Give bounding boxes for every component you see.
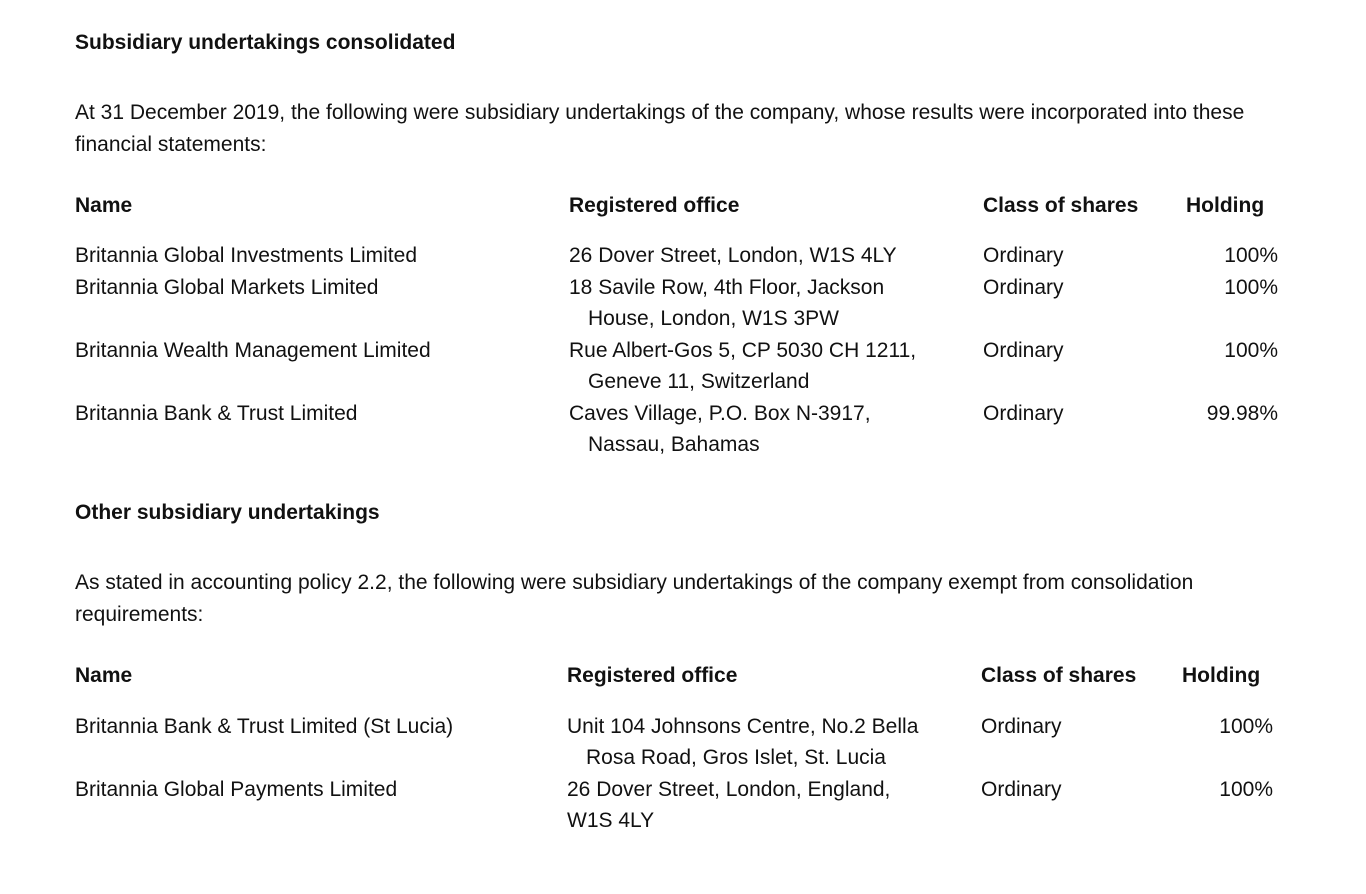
- table-row-class: Ordinary: [981, 778, 1062, 801]
- table-row-office: [569, 240, 897, 271]
- office-line-continued: W1S 4LY: [567, 809, 655, 832]
- office-line: Unit 104 Johnsons Centre, No.2 Bella: [567, 715, 919, 738]
- table-row-holding: 100%: [1219, 715, 1273, 738]
- column-header-class: Class of shares: [983, 194, 1139, 217]
- office-line-continued: Geneve 11, Switzerland: [588, 370, 810, 393]
- office-line: Caves Village, P.O. Box N-3917,: [569, 402, 871, 425]
- section2-heading: Other subsidiary undertakings: [75, 501, 380, 524]
- table-row-name: Britannia Global Payments Limited: [75, 778, 398, 801]
- table-row-class: Ordinary: [981, 715, 1062, 738]
- table-row-class: Ordinary: [983, 276, 1064, 299]
- section1-intro: At 31 December 2019, the following were subsidiary undertakings of the company, whose results were incorporated into these financial statements:: [75, 101, 1245, 156]
- table-row-name: Britannia Bank & Trust Limited (St Lucia): [75, 715, 454, 738]
- office-line: 18 Savile Row, 4th Floor, Jackson: [569, 276, 885, 299]
- table-row-office: [569, 398, 871, 460]
- table-row-class: Ordinary: [983, 244, 1064, 267]
- office-line-continued: Rosa Road, Gros Islet, St. Lucia: [586, 746, 886, 769]
- column-header-office: Registered office: [567, 664, 738, 687]
- table-row-office: [569, 272, 884, 334]
- column-header-office: Registered office: [569, 194, 740, 217]
- column-header-holding: Holding: [1186, 194, 1265, 217]
- table-row-office: [569, 335, 916, 397]
- office-line-continued: Nassau, Bahamas: [588, 433, 760, 456]
- office-line: 26 Dover Street, London, W1S 4LY: [569, 244, 897, 267]
- table-row-office: [567, 711, 918, 773]
- office-line: Rue Albert-Gos 5, CP 5030 CH 1211,: [569, 339, 917, 362]
- column-header-name: Name: [75, 194, 133, 217]
- table-row-class: Ordinary: [983, 339, 1064, 362]
- office-line-continued: House, London, W1S 3PW: [588, 307, 839, 330]
- table-row-name: Britannia Global Investments Limited: [75, 244, 417, 267]
- table-row-holding: 100%: [1219, 778, 1273, 801]
- table-row-holding: 99.98%: [1206, 402, 1278, 425]
- column-header-class: Class of shares: [981, 664, 1137, 687]
- table-row-holding: 100%: [1224, 244, 1278, 267]
- section1-heading: Subsidiary undertakings consolidated: [75, 31, 456, 54]
- section2-intro: As stated in accounting policy 2.2, the following were subsidiary undertakings of the company exempt from consolidation requirements:: [75, 571, 1194, 626]
- table-row-name: Britannia Bank & Trust Limited: [75, 402, 358, 425]
- table-row-holding: 100%: [1224, 276, 1278, 299]
- column-header-name: Name: [75, 664, 133, 687]
- table-row-class: Ordinary: [983, 402, 1064, 425]
- office-line: 26 Dover Street, London, England,: [567, 778, 891, 801]
- table-row-holding: 100%: [1224, 339, 1278, 362]
- table-row-name: Britannia Global Markets Limited: [75, 276, 379, 299]
- column-header-holding: Holding: [1182, 664, 1261, 687]
- table-row-office: [567, 774, 890, 836]
- table-row-name: Britannia Wealth Management Limited: [75, 339, 431, 362]
